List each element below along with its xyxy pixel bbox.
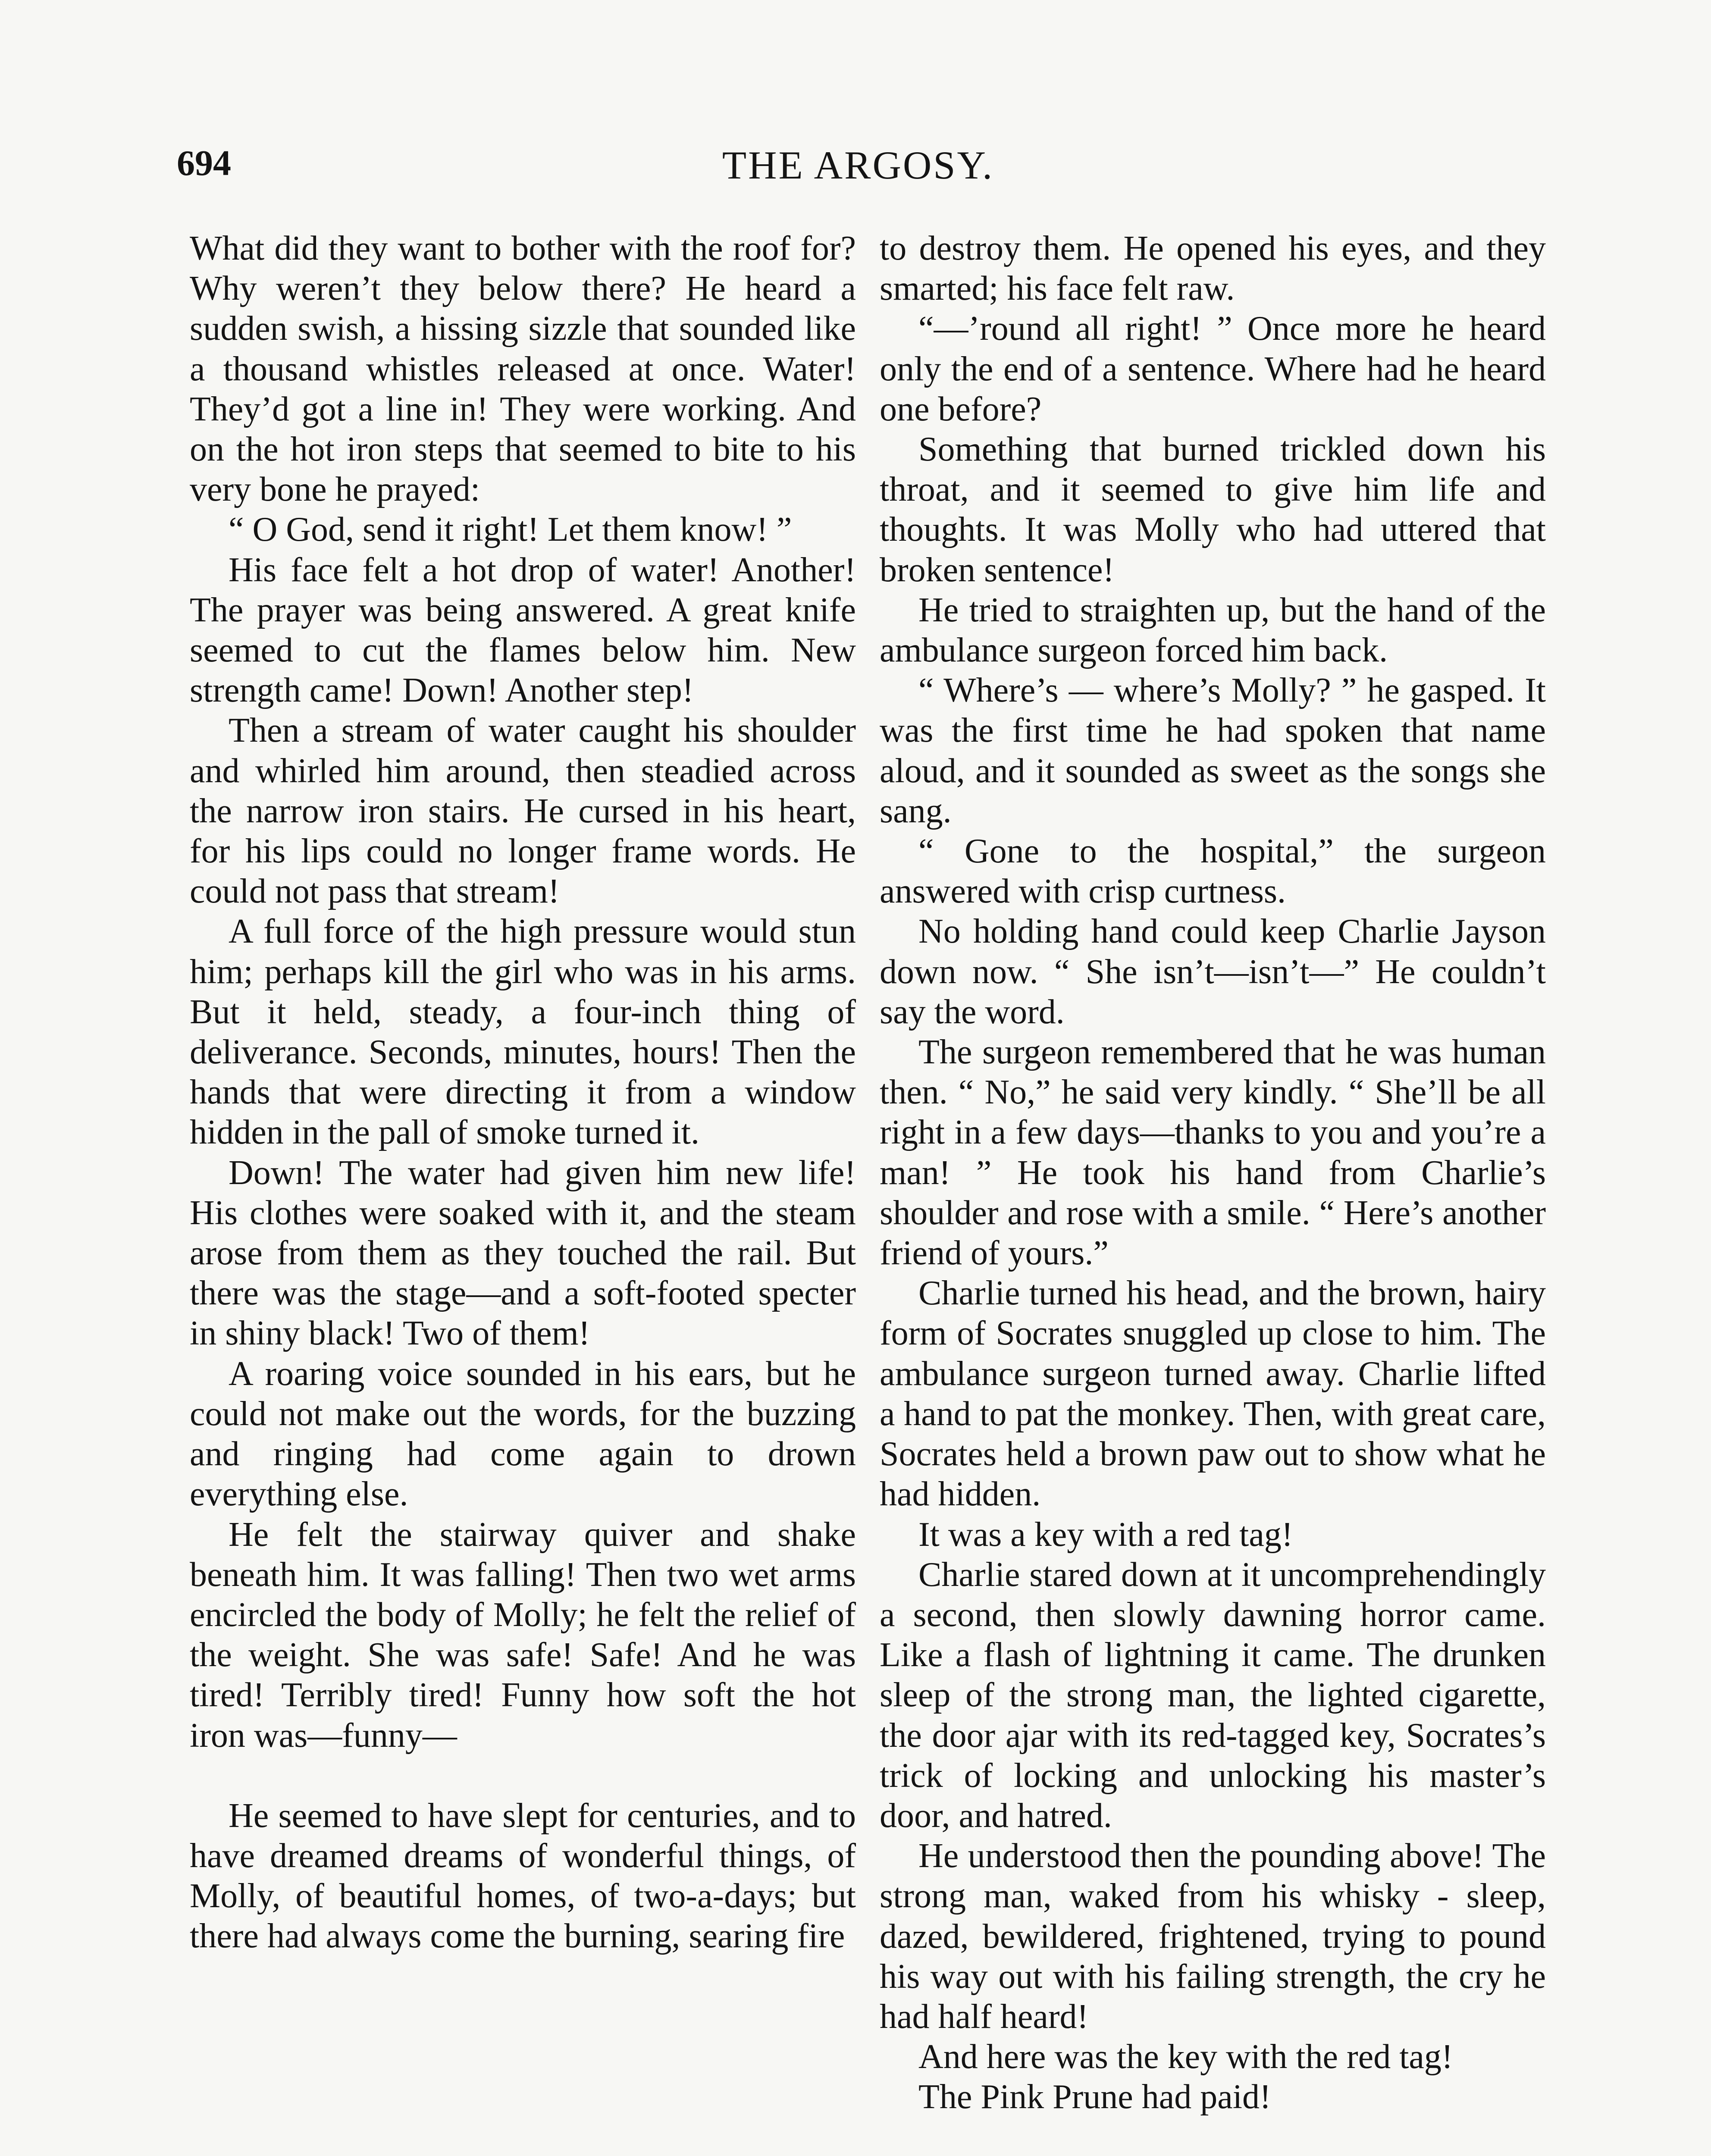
paragraph: No holding hand could keep Charlie Jayson down now. “ She isn’t—isn’t—” He couldn’t say the word. [880,912,1546,1031]
page-header [177,142,1539,194]
running-title: THE ARGOSY. [722,143,994,187]
paragraph: He tried to straighten up, but the hand of the ambulance surgeon forced him back. [880,591,1546,670]
paragraph: His face felt a hot drop of water! Another! The prayer was being answered. A great knife seemed to cut the flames below him. New strength came! Down! Another step! [190,551,856,710]
paragraph: He understood then the pounding above! The strong man, waked from his whisky - sleep, dazed, bewildered, frightened, trying to pound his way out with his failing strength, the cry he had half heard! [880,1837,1546,2036]
paragraph: “ Gone to the hospital,” the surgeon answered with crisp curtness. [880,832,1546,911]
paragraph: A roaring voice sounded in his ears, but he could not make out the words, for the buzzing and ringing had come again to drown everything else. [190,1354,856,1514]
paragraph: “—’round all right! ” Once more he heard only the end of a sentence. Where had he heard one before? [880,310,1546,428]
paragraph: “ O God, send it right! Let them know! ” [229,511,792,549]
paragraph: He felt the stairway quiver and shake beneath him. It was falling! Then two wet arms encircled the body of Molly; he felt the relief of the weight. She was safe! Safe! And he was tired! Terribly tired! Funny how soft the hot iron was—funny— [190,1515,856,1755]
left-column [190,229,856,1957]
paragraph: Something that burned trickled down his throat, and it seemed to give him life and thoughts. It was Molly who had uttered that broken sentence! [880,430,1546,589]
paragraph: It was a key with a red tag! [918,1515,1293,1554]
paragraph: He seemed to have slept for centuries, and to have dreamed dreams of wonderful things, of Molly, of beautiful homes, of two-a-days; but there had always come the burning, searing fire [190,1796,856,1955]
paragraph: The Pink Prune had paid! [918,2078,1271,2116]
paragraph: Charlie stared down at it uncomprehendingly a second, then slowly dawning horror came. Like a flash of lightning it came. The drunken sleep of the strong man, the lighted cigarette, the door ajar with its red-tagged key, Socrates’s trick of locking and unlocking his master’s door, and hatred. [880,1555,1546,1835]
paragraph: A full force of the high pressure would stun him; perhaps kill the girl who was in his arms. But it held, steady, a four-inch thing of deliverance. Seconds, minutes, hours! Then the hands that were directing it from a window hidden in the pall of smoke turned it. [190,912,856,1152]
paragraph: And here was the key with the red tag! [918,2038,1453,2076]
right-column [880,229,1546,2118]
paragraph: What did they want to bother with the roof for? Why weren’t they below there? He heard a sudden swish, a hissing sizzle that sounded like a thousand whistles released at once. Water! They’d got a line in! They were working. And on the hot iron steps that seemed to bite to his very bone he prayed: [190,229,856,509]
paragraph: The surgeon remembered that he was human then. “ No,” he said very kindly. “ She’ll be all right in a few days—thanks to you and you’re a man! ” He took his hand from Charlie’s shoulder and rose with a smile. “ Here’s another friend of yours.” [880,1033,1546,1272]
paragraph: to destroy them. He opened his eyes, and they smarted; his face felt raw. [880,229,1546,308]
paragraph: Then a stream of water caught his shoulder and whirled him around, then steadied across the narrow iron stairs. He cursed in his heart, for his lips could no longer frame words. He could not pass that stream! [190,711,856,911]
paragraph: “ Where’s — where’s Molly? ” he gasped. It was the first time he had spoken that name aloud, and it sounded as sweet as the songs she sang. [880,671,1546,830]
paragraph: Charlie turned his head, and the brown, hairy form of Socrates snuggled up close to him. The ambulance surgeon turned away. Charlie lifted a hand to pat the monkey. Then, with great care, Socrates held a brown paw out to show what he had hidden. [880,1274,1546,1514]
page-number: 694 [177,143,231,183]
paragraph: Down! The water had given him new life! His clothes were soaked with it, and the steam arose from them as they touched the rail. But there was the stage—and a soft-footed specter in shiny black! Two of them! [190,1153,856,1353]
